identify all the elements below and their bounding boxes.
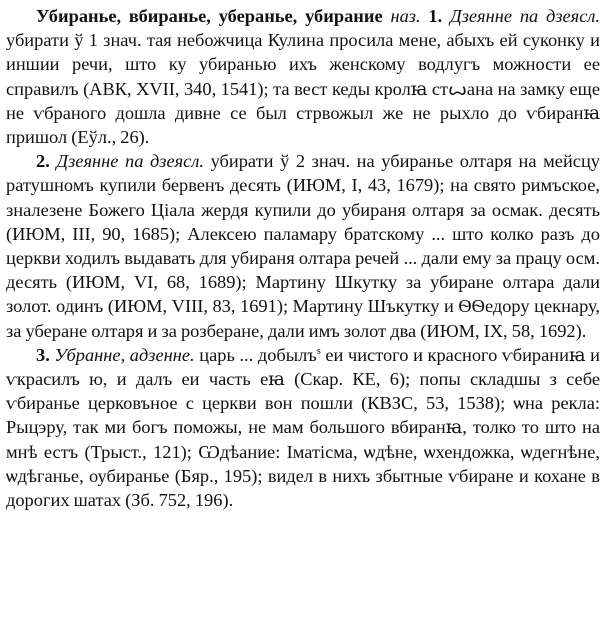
sense-1-citations: тая небожчица Кулина просила мене, абыхъ ей суконку и иншии речи, што ку убиранью ихъ женскому водлугъ можности ее справилъ (АВК, XVII, 340, 1541); та вест кеды кролꙗ стꙍана на замку еще не ѵбраного дошла дивне се был стрвожыл же не рыхло до ѵбиранꙗ пришол (Еўл., 26). (6, 30, 600, 148)
sense-3-gloss: Убранне, адзенне. (54, 344, 195, 365)
sense-3-citations-a: царь ... добылъ (194, 344, 317, 365)
sense-2-gloss: Дзеяннe па дзеясл. (56, 151, 204, 172)
entry-paragraph-2 (6, 149, 600, 343)
sense-1-gloss: Дзеяннe па дзеясл. (450, 6, 600, 26)
sense-1-reference: убирати ў 1 знач. (6, 30, 142, 51)
sense-3-number: 3. (36, 344, 50, 365)
entry-paragraph-3 (6, 343, 600, 512)
sense-3-citations-b: еи чистого и красного ѵбираниꙗ и ѵкрасилъ ю, и далъ еи часть еꙗ (Скар. КЕ, 6); попы складшы з себе ѵбиранье церковъное с церкви вон пошли (КВЗС, 53, 1538); ѡна рекла: Рыцэру, так ми богъ поможы, не мам большого вбиранꙗ, толко то што на мнѣ естъ (Трыст., 121); Ѡдѣание: Іматісма, ѡдѣне, ѡхендожка, ѡдегнѣне, ѡдѣганье, оубиранье (Бяр., 195); видел в нихъ збытные ѵбиране и кохане в дорогих шатах (Зб. 752, 196). (6, 344, 600, 511)
sense-1-number: 1. (428, 6, 443, 26)
sense-2-reference: убирати ў 2 знач. (210, 151, 351, 172)
superscript-mark: s (316, 345, 321, 357)
entry-paragraph-1 (6, 4, 600, 149)
sense-2-number: 2. (36, 151, 50, 172)
part-of-speech: наз. (390, 6, 421, 26)
entry-headword: Убиранье, вбиранье, уберанье, убирание (36, 6, 383, 26)
sense-2-citations: на убиранье олтаря на мейсцу ратушномъ купили бервенъ десять (ИЮМ, I, 43, 1679); на свято римъское, зналезене Божего Ціала жердя купили до убираня олтаря за осмак. десять (ИЮМ, III, 90, 1685); Алексею паламару братскому ... што колко разъ до церкви ходилъ выдавать для убираня олтара речей ... дали ему за працу осм. десять (ИЮМ, VI, 68, 1689); Мартину Шкутку за убиране олтара дали золот. одинъ (ИЮМ, VIII, 83, 1691); Мартину Шъкутку и ѲѲедору цекнару, за уберане олтаря и за розберане, дали имъ золот два (ИЮМ, IX, 58, 1692). (6, 151, 601, 341)
